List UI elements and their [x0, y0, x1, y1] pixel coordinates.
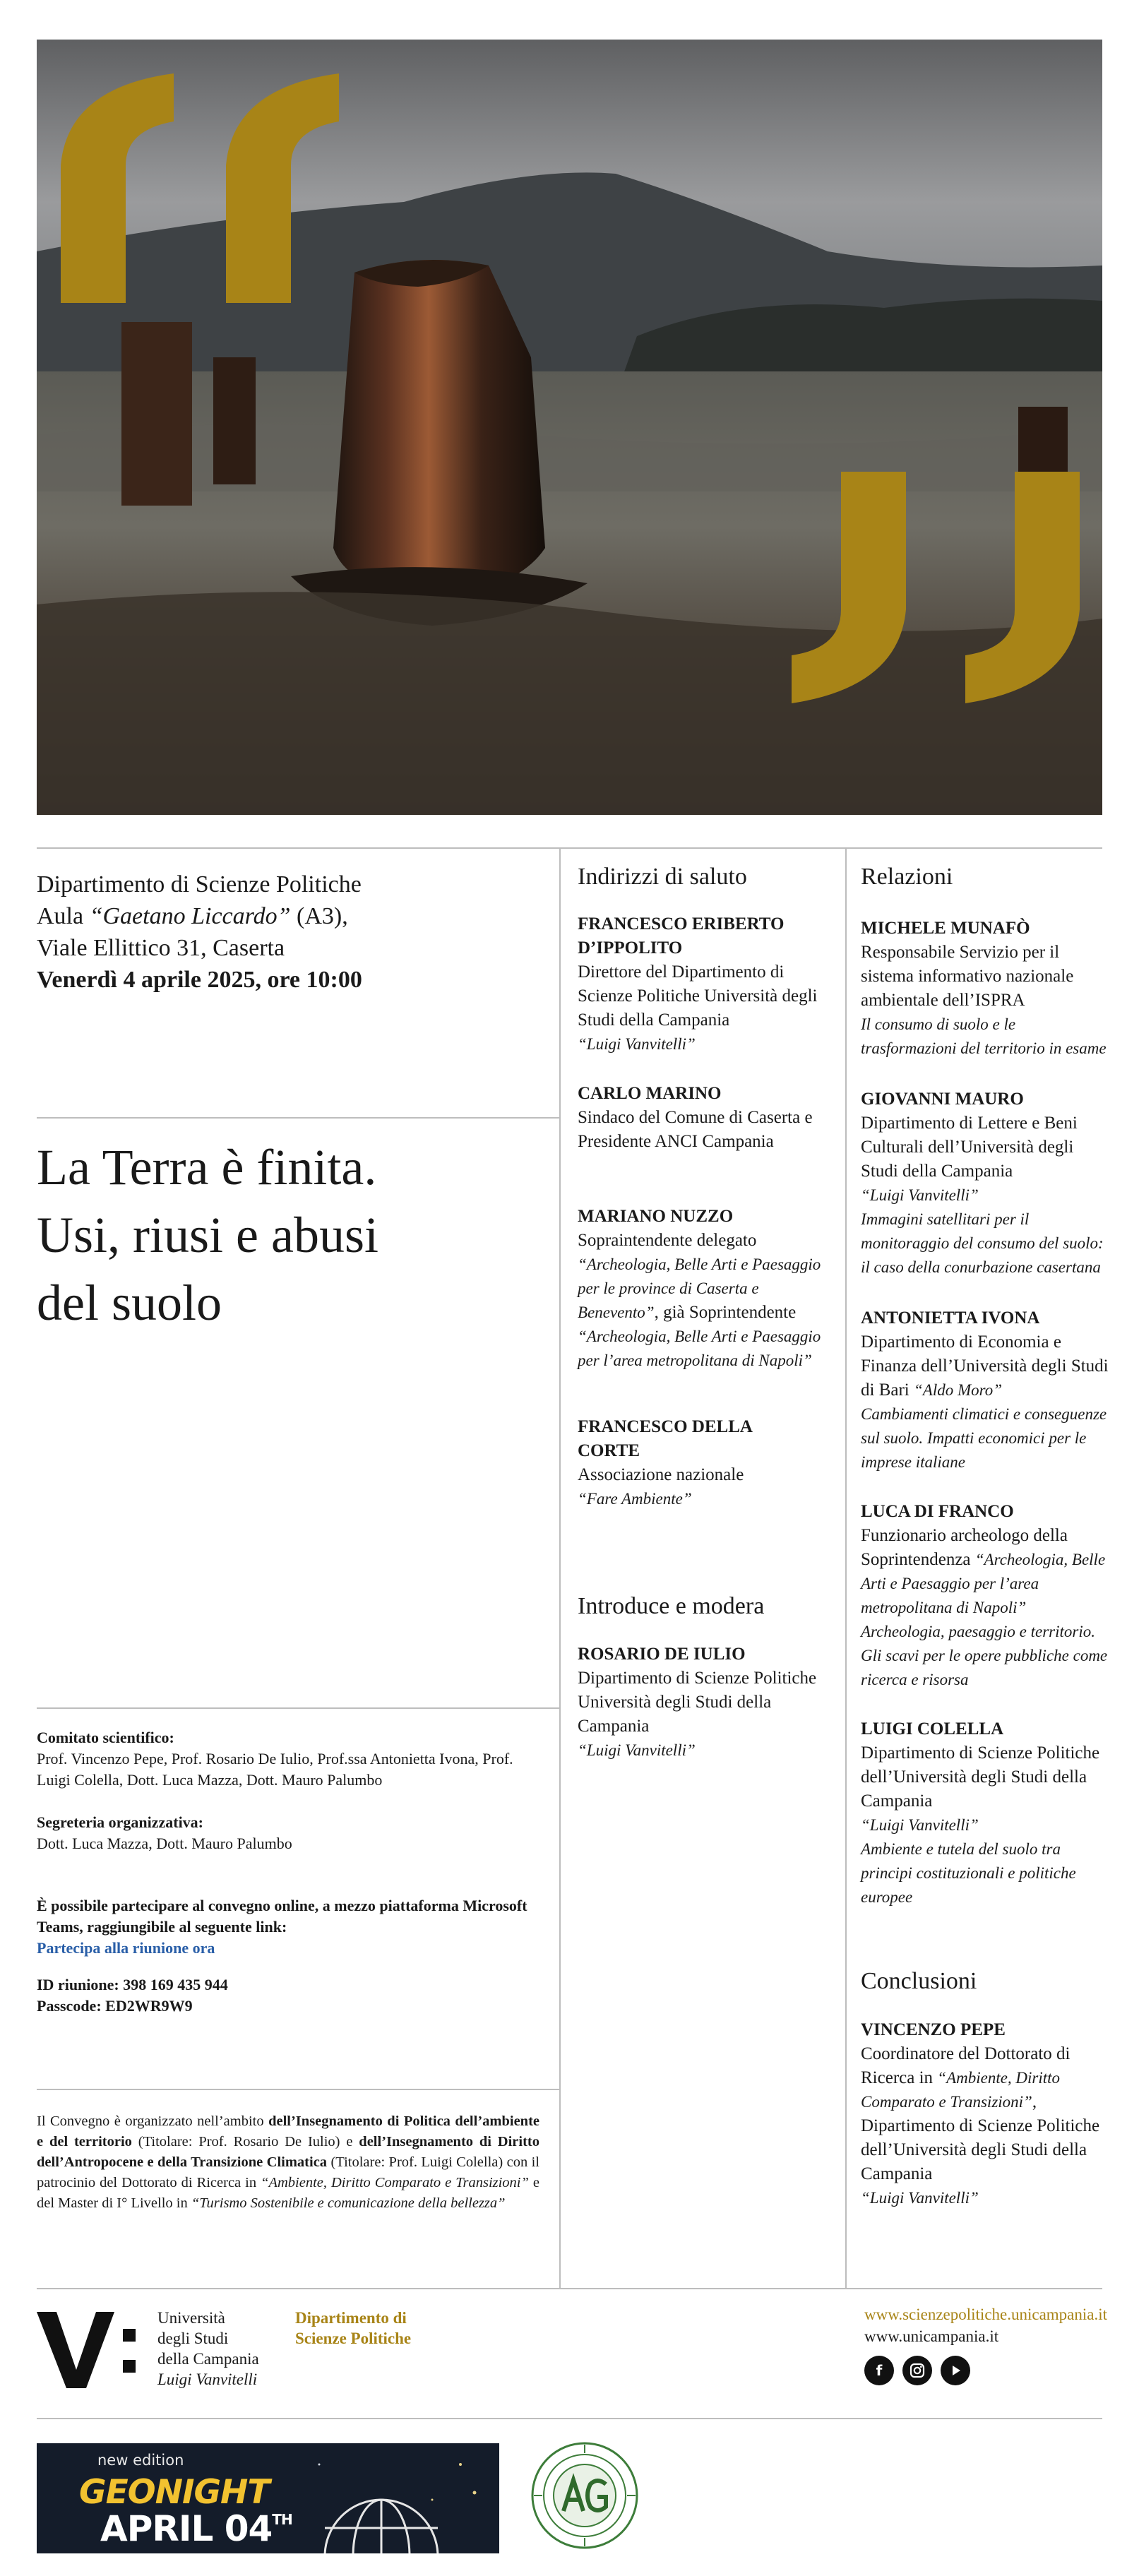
- role-text: Funzionario archeologo della Soprintendenza: [861, 1526, 1068, 1569]
- instagram-icon[interactable]: [902, 2356, 932, 2385]
- committee-label: Comitato scientifico:: [37, 1729, 174, 1746]
- speaker-role: [861, 1330, 1115, 1402]
- divider: [37, 847, 1102, 849]
- banner-date-text: APRIL 04: [100, 2508, 273, 2549]
- university-name-line: della Campania: [157, 2350, 259, 2368]
- role-affiliation: “Archeologia, Belle Arti e Paesaggio per l’area metropolitana di Napoli”: [861, 1551, 1106, 1616]
- talk-title: Ambiente e tutela del suolo tra principi costituzionali e politiche europee: [861, 1840, 1076, 1906]
- speaker-role: Responsabile Servizio per il sistema informativo nazionale ambientale dell’ISPRA: [861, 943, 1074, 1010]
- role-text: Sopraintendente delegato: [578, 1231, 757, 1250]
- department-logo-text: [295, 2308, 411, 2349]
- role-program: “Ambiente, Diritto Comparato e Transizioni”: [861, 2069, 1061, 2111]
- speaker-name: LUIGI COLELLA: [861, 1719, 1004, 1739]
- speaker-affiliation: “Luigi Vanvitelli”: [578, 1741, 696, 1759]
- speaker-name: GIOVANNI MAURO: [861, 1090, 1024, 1109]
- university-logo-icon: [37, 2310, 143, 2390]
- speaker-role: Direttore del Dipartimento di Scienze Politiche Università degli Studi della Campania: [578, 962, 818, 1030]
- note-text: Il Convegno è organizzato nell’ambito: [37, 2113, 269, 2129]
- speaker-name: ANTONIETTA IVONA: [861, 1308, 1040, 1328]
- divider: [845, 847, 847, 2288]
- online-participation: [37, 1895, 545, 2017]
- speaker-role: Dipartimento di Scienze Politiche dell’Università degli Studi della Campania: [861, 1743, 1100, 1811]
- speaker-name: MARIANO NUZZO: [578, 1207, 734, 1226]
- hero-image: [37, 40, 1102, 815]
- divider: [37, 1707, 559, 1709]
- speaker-role: Dipartimento di Scienze Politiche Università degli Studi della Campania: [578, 1669, 817, 1736]
- secretariat-members: Dott. Luca Mazza, Dott. Mauro Palumbo: [37, 1835, 292, 1852]
- venue-info: [37, 869, 531, 996]
- divider: [37, 2288, 1102, 2289]
- committee-members: Prof. Vincenzo Pepe, Prof. Rosario De Iulio, Prof.ssa Antonietta Ivona, Prof. Luigi Colella, Dott. Luca Mazza, Dott. Mauro Palumbo: [37, 1750, 513, 1789]
- talk-title: Cambiamenti climatici e conseguenze sul suolo. Impatti economici per le imprese italiane: [861, 1405, 1107, 1471]
- speaker-name: LUCA DI FRANCO: [861, 1502, 1014, 1521]
- speaker-entry: [861, 1087, 1115, 1280]
- speaker-affiliation: “Luigi Vanvitelli”: [861, 1186, 979, 1204]
- conclusions-heading: Conclusioni: [861, 1968, 977, 1994]
- room-prefix: Aula: [37, 903, 90, 929]
- meeting-id: ID riunione: 398 169 435 944: [37, 1976, 228, 1993]
- divider: [37, 1117, 559, 1119]
- speaker-entry: [578, 912, 832, 1056]
- university-name-line: Luigi Vanvitelli: [157, 2371, 258, 2388]
- note-course: dell’Insegnamento di Diritto dell’Antropocene e della Transizione Climatica: [37, 2134, 540, 2170]
- speaker-affiliation: “Luigi Vanvitelli”: [578, 1035, 696, 1053]
- room: [37, 900, 531, 932]
- note-phd-program: “Ambiente, Diritto Comparato e Transizioni”: [261, 2175, 529, 2190]
- open-quote-icon: [61, 73, 343, 306]
- social-links: [864, 2356, 970, 2385]
- speaker-role: [861, 1524, 1116, 1620]
- speaker-name: CORTE: [578, 1441, 640, 1460]
- note-master-program: “Turismo Sostenibile e comunicazione della bellezza”: [191, 2195, 506, 2211]
- association-seal-icon: [530, 2440, 640, 2551]
- role-office: “Archeologia, Belle Arti e Paesaggio per l’area metropolitana di Napoli”: [578, 1328, 821, 1369]
- role-text: Coordinatore del Dottorato di Ricerca in: [861, 2044, 1071, 2087]
- speaker-name: D’IPPOLITO: [578, 938, 683, 958]
- speaker-name: MICHELE MUNAFÒ: [861, 919, 1030, 938]
- event-date: Venerdì 4 aprile 2025, ore 10:00: [37, 967, 362, 993]
- facebook-icon[interactable]: f: [864, 2356, 894, 2385]
- university-name-line: degli Studi: [157, 2330, 229, 2347]
- speaker-role: Sindaco del Comune di Caserta e Presidente ANCI Campania: [578, 1108, 813, 1151]
- organizing-secretariat: [37, 1812, 545, 1854]
- divider: [559, 847, 561, 2288]
- role-office: “Archeologia, Belle Arti e Paesaggio per le province di Caserta e Benevento”: [578, 1256, 821, 1321]
- meeting-passcode: Passcode: ED2WR9W9: [37, 1997, 193, 2015]
- greetings-heading: Indirizzi di saluto: [578, 864, 747, 890]
- speaker-entry: [578, 1082, 832, 1154]
- speaker-name: FRANCESCO ERIBERTO: [578, 914, 785, 934]
- youtube-icon[interactable]: [941, 2356, 970, 2385]
- speaker-name: CARLO MARINO: [578, 1084, 722, 1103]
- banner-title: GEONIGHT: [79, 2473, 270, 2512]
- teams-meeting-link[interactable]: Partecipa alla riunione ora: [37, 1939, 215, 1957]
- speaker-affiliation: “Luigi Vanvitelli”: [861, 1816, 979, 1834]
- talk-title: Immagini satellitari per il monitoraggio del consumo del suolo: il caso della conurbazione casertana: [861, 1210, 1104, 1276]
- website-links: [864, 2303, 1107, 2347]
- role-text: , già Soprintendente: [654, 1303, 797, 1322]
- speaker-name: FRANCESCO DELLA: [578, 1417, 753, 1436]
- divider: [37, 2418, 1102, 2419]
- university-name: [157, 2308, 259, 2390]
- note-text: (Titolare: Prof. Luigi Colella) con il patrocinio del Dottorato di Ricerca in: [37, 2154, 539, 2190]
- department-line: Dipartimento di: [295, 2309, 407, 2327]
- banner-date: [100, 2508, 292, 2549]
- speaker-name: VINCENZO PEPE: [861, 2020, 1006, 2039]
- department-name: Dipartimento di Scienze Politiche: [37, 871, 362, 898]
- speaker-role: Associazione nazionale: [578, 1465, 744, 1484]
- title-line: del suolo: [37, 1275, 222, 1331]
- role-text: Dipartimento di Economia e Finanza dell’Università degli Studi di Bari: [861, 1332, 1109, 1400]
- geonight-banner: [37, 2443, 499, 2553]
- note-course: dell’Insegnamento di Politica dell’ambiente e del territorio: [37, 2113, 539, 2149]
- speaker-entry: [861, 1306, 1115, 1474]
- secretariat-label: Segreteria organizzativa:: [37, 1813, 204, 1831]
- speaker-entry: [861, 2018, 1116, 2210]
- divider: [37, 2089, 559, 2090]
- title-line: La Terra è finita.: [37, 1139, 377, 1195]
- speaker-entry: [861, 917, 1115, 1061]
- speaker-name: ROSARIO DE IULIO: [578, 1645, 746, 1664]
- moderator-entry: [578, 1642, 832, 1763]
- scientific-committee: [37, 1727, 545, 1791]
- banner-date-suffix: TH: [272, 2511, 292, 2528]
- organization-note: [37, 2111, 539, 2214]
- talks-heading: Relazioni: [861, 864, 953, 890]
- university-website-link[interactable]: www.unicampania.it: [864, 2327, 999, 2345]
- banner-edition: new edition: [97, 2452, 184, 2469]
- speaker-affiliation: “Luigi Vanvitelli”: [861, 2189, 979, 2207]
- talk-title: Il consumo di suolo e le trasformazioni del territorio in esame: [861, 1015, 1107, 1057]
- page-title: [37, 1133, 531, 1337]
- department-line: Scienze Politiche: [295, 2330, 412, 2347]
- note-text: (Titolare: Prof. Rosario De Iulio) e: [131, 2134, 359, 2149]
- speaker-role: Dipartimento di Lettere e Beni Culturali dell’Università degli Studi della Campania: [861, 1114, 1078, 1181]
- speaker-role: [861, 2042, 1116, 2186]
- department-website-link[interactable]: www.scienzepolitiche.unicampania.it: [864, 2306, 1108, 2323]
- role-text: , Dipartimento di Scienze Politiche dell’Università degli Studi della Campania: [861, 2092, 1100, 2183]
- speaker-role: [578, 1229, 833, 1373]
- talk-title: Archeologia, paesaggio e territorio. Gli scavi per le opere pubbliche come ricerca e risorsa: [861, 1623, 1108, 1688]
- university-name-line: Università: [157, 2309, 225, 2327]
- moderator-heading: Introduce e modera: [578, 1593, 765, 1619]
- close-quote-icon: [792, 472, 1083, 705]
- address: Viale Ellittico 31, Caserta: [37, 935, 285, 961]
- title-line: Usi, riusi e abusi: [37, 1207, 378, 1263]
- room-name: “Gaetano Liccardo”: [89, 903, 291, 929]
- online-info: È possibile partecipare al convegno online, a mezzo piattaforma Microsoft Teams, raggiungibile al seguente link:: [37, 1897, 527, 1936]
- room-code: (A3),: [290, 903, 348, 929]
- speaker-affiliation: “Fare Ambiente”: [578, 1490, 692, 1508]
- speaker-entry: [861, 1717, 1115, 1909]
- note-text: e del Master di I° Livello in: [37, 2175, 539, 2211]
- speaker-entry: [861, 1500, 1116, 1692]
- role-affiliation: “Aldo Moro”: [914, 1381, 1003, 1399]
- speaker-entry: [578, 1415, 832, 1511]
- speaker-entry: [578, 1205, 833, 1373]
